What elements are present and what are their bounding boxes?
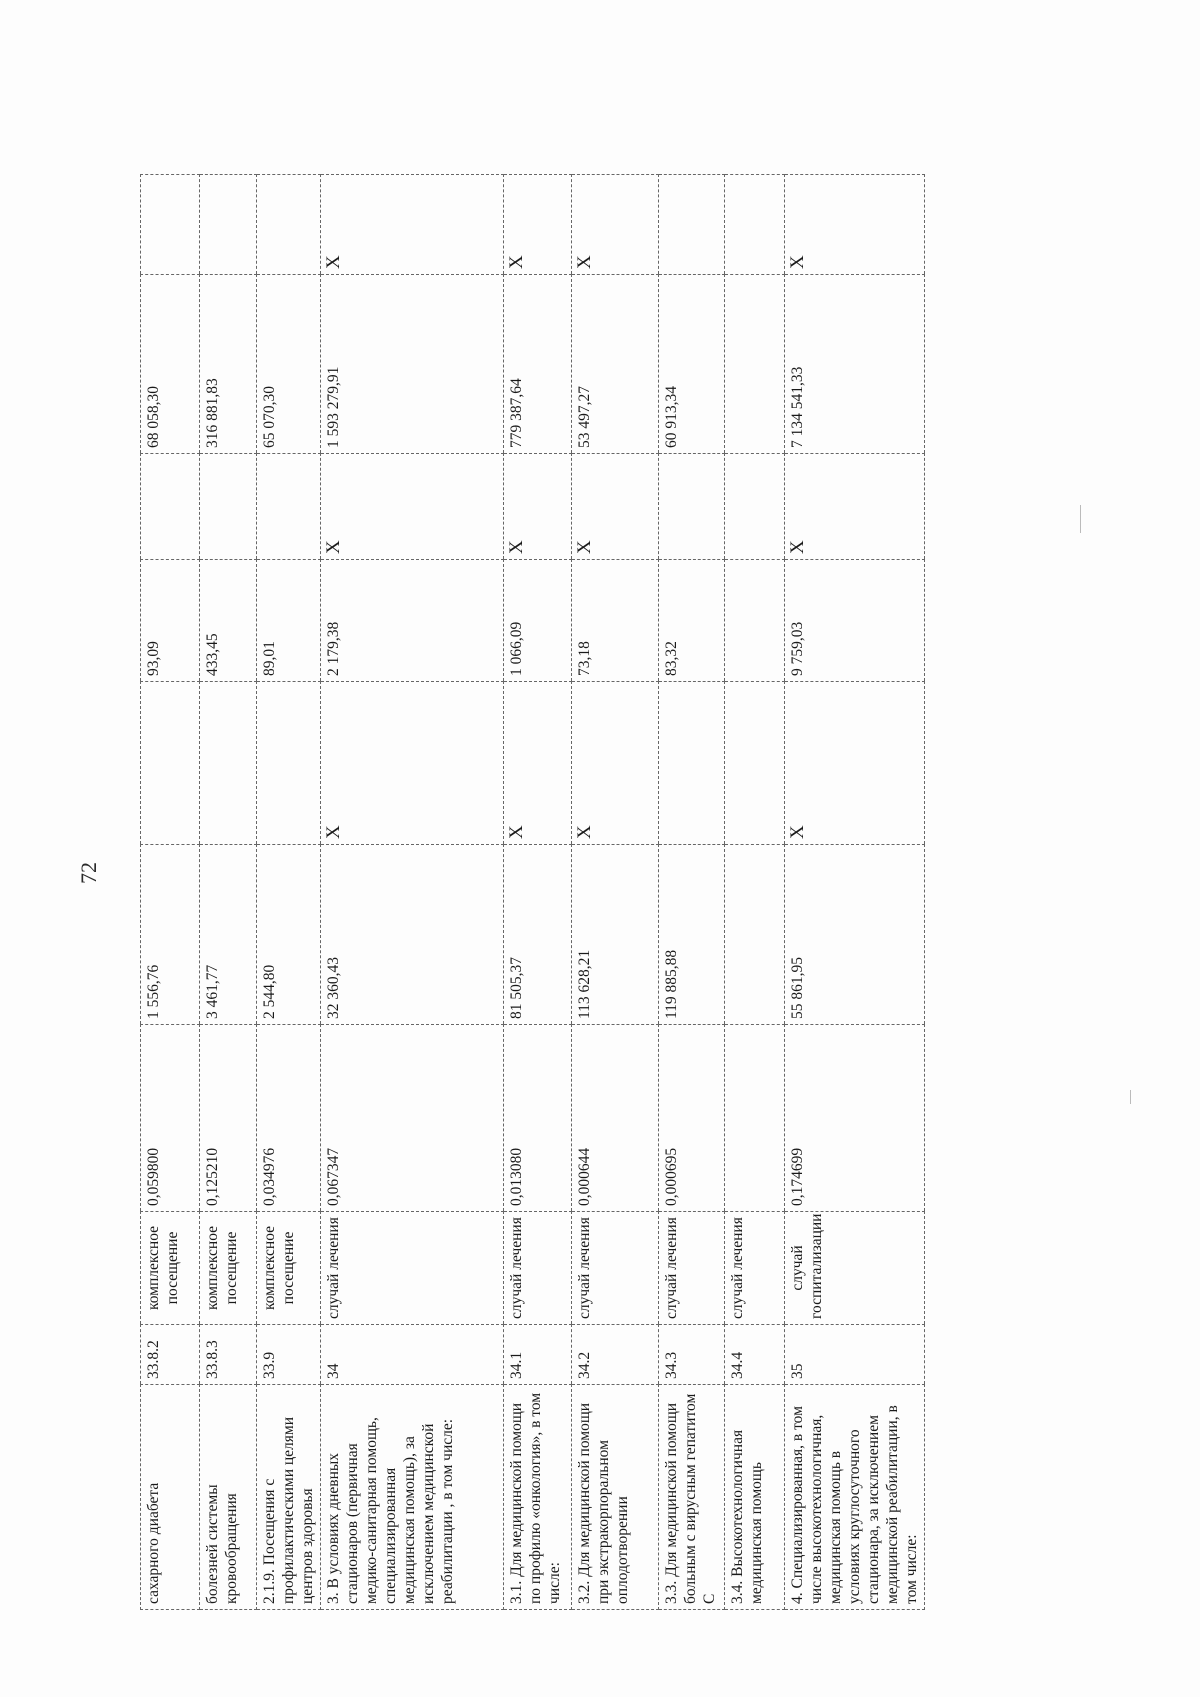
- row-sum: 316 881,83: [200, 275, 257, 454]
- table-row: [321, 175, 504, 1610]
- row-cost: [725, 845, 785, 1025]
- row-name: 3.4. Высокотехнологичная медицинская помощь: [725, 1385, 785, 1610]
- row-sum: 65 070,30: [257, 275, 321, 454]
- table-row: [572, 175, 659, 1610]
- row-x3: X: [785, 175, 925, 275]
- table-row: [257, 175, 321, 1610]
- tariff-table: [140, 174, 925, 1610]
- row-code: 33.8.3: [200, 1325, 257, 1385]
- row-norm: 0,067347: [321, 1025, 504, 1212]
- row-cost: 3 461,77: [200, 845, 257, 1025]
- page-number: 72: [76, 862, 101, 884]
- row-x3: [200, 175, 257, 275]
- table-row: [141, 175, 200, 1610]
- row-x3: X: [504, 175, 572, 275]
- row-name: 3.1. Для медицинской помощи по профилю «онкология», в том числе:: [504, 1385, 572, 1610]
- row-name: 3.2. Для медицинской помощи при экстракорпоральном оплодотворении: [572, 1385, 659, 1610]
- row-x3: [257, 175, 321, 275]
- table-row: [200, 175, 257, 1610]
- row-x3: X: [572, 175, 659, 275]
- row-unit: случай лечения: [725, 1212, 785, 1325]
- row-cost: 113 628,21: [572, 845, 659, 1025]
- row-sum: 779 387,64: [504, 275, 572, 454]
- row-x2: X: [321, 454, 504, 560]
- row-norm: 0,034976: [257, 1025, 321, 1212]
- row-name: 3.3. Для медицинской помощи больным с вирусным гепатитом С: [659, 1385, 725, 1610]
- row-cost: 119 885,88: [659, 845, 725, 1025]
- row-sum: [725, 275, 785, 454]
- row-norm: 0,125210: [200, 1025, 257, 1212]
- row-unit: комплексное посещение: [257, 1212, 321, 1325]
- row-x1: [257, 682, 321, 845]
- row-x2: [200, 454, 257, 560]
- row-code: 34.2: [572, 1325, 659, 1385]
- row-sum: 60 913,34: [659, 275, 725, 454]
- row-x1: [725, 682, 785, 845]
- row-norm: [725, 1025, 785, 1212]
- row-sum: 1 593 279,91: [321, 275, 504, 454]
- row-sum: 7 134 541,33: [785, 275, 925, 454]
- row-x1: X: [504, 682, 572, 845]
- row-norm: 0,059800: [141, 1025, 200, 1212]
- row-x1: [200, 682, 257, 845]
- row-unit: комплексное посещение: [141, 1212, 200, 1325]
- row-unit: случай госпитализации: [785, 1212, 925, 1325]
- row-norm: 0,174699: [785, 1025, 925, 1212]
- row-per-capita: 433,45: [200, 560, 257, 682]
- row-unit: случай лечения: [321, 1212, 504, 1325]
- row-x1: [659, 682, 725, 845]
- row-norm: 0,013080: [504, 1025, 572, 1212]
- row-x2: X: [572, 454, 659, 560]
- row-x2: [659, 454, 725, 560]
- row-code: 33.9: [257, 1325, 321, 1385]
- row-per-capita: 83,32: [659, 560, 725, 682]
- row-cost: 1 556,76: [141, 845, 200, 1025]
- scan-artifact: [1080, 505, 1081, 533]
- row-cost: 81 505,37: [504, 845, 572, 1025]
- row-x2: [257, 454, 321, 560]
- row-x1: X: [321, 682, 504, 845]
- row-per-capita: 9 759,03: [785, 560, 925, 682]
- row-x3: [725, 175, 785, 275]
- row-code: 34.3: [659, 1325, 725, 1385]
- row-code: 35: [785, 1325, 925, 1385]
- row-x1: [141, 682, 200, 845]
- table-row: [785, 175, 925, 1610]
- table-row: [725, 175, 785, 1610]
- row-per-capita: 93,09: [141, 560, 200, 682]
- row-x3: [141, 175, 200, 275]
- rotated-table-wrapper: [140, 175, 1040, 1610]
- row-per-capita: 89,01: [257, 560, 321, 682]
- row-x3: X: [321, 175, 504, 275]
- row-name: болезней системы кровообращения: [200, 1385, 257, 1610]
- row-name: 3. В условиях дневных стационаров (первичная медико-санитарная помощь, специализированная медицинская помощь), за исключением медицинской реабилитации , в том числе:: [321, 1385, 504, 1610]
- row-x2: X: [785, 454, 925, 560]
- row-name: 2.1.9. Посещения с профилактическими целями центров здоровья: [257, 1385, 321, 1610]
- row-per-capita: 73,18: [572, 560, 659, 682]
- row-code: 34.4: [725, 1325, 785, 1385]
- row-code: 34: [321, 1325, 504, 1385]
- table-row: [504, 175, 572, 1610]
- row-unit: случай лечения: [572, 1212, 659, 1325]
- row-name: сахарного диабета: [141, 1385, 200, 1610]
- row-x2: [141, 454, 200, 560]
- row-x1: X: [572, 682, 659, 845]
- row-unit: случай лечения: [659, 1212, 725, 1325]
- row-cost: 32 360,43: [321, 845, 504, 1025]
- row-x2: [725, 454, 785, 560]
- row-unit: комплексное посещение: [200, 1212, 257, 1325]
- row-sum: 53 497,27: [572, 275, 659, 454]
- table-row: [659, 175, 725, 1610]
- row-code: 34.1: [504, 1325, 572, 1385]
- row-norm: 0,000644: [572, 1025, 659, 1212]
- row-x3: [659, 175, 725, 275]
- row-unit: случай лечения: [504, 1212, 572, 1325]
- row-per-capita: 1 066,09: [504, 560, 572, 682]
- scan-artifact: [1130, 1090, 1131, 1104]
- row-x1: X: [785, 682, 925, 845]
- row-x2: X: [504, 454, 572, 560]
- row-norm: 0,000695: [659, 1025, 725, 1212]
- row-cost: 2 544,80: [257, 845, 321, 1025]
- row-code: 33.8.2: [141, 1325, 200, 1385]
- row-cost: 55 861,95: [785, 845, 925, 1025]
- row-name: 4. Специализированная, в том числе высокотехнологичная, медицинская помощь в условиях круглосуточного стационара, за исключением медицинской реабилитации, в том числе:: [785, 1385, 925, 1610]
- row-per-capita: 2 179,38: [321, 560, 504, 682]
- row-sum: 68 058,30: [141, 275, 200, 454]
- row-per-capita: [725, 560, 785, 682]
